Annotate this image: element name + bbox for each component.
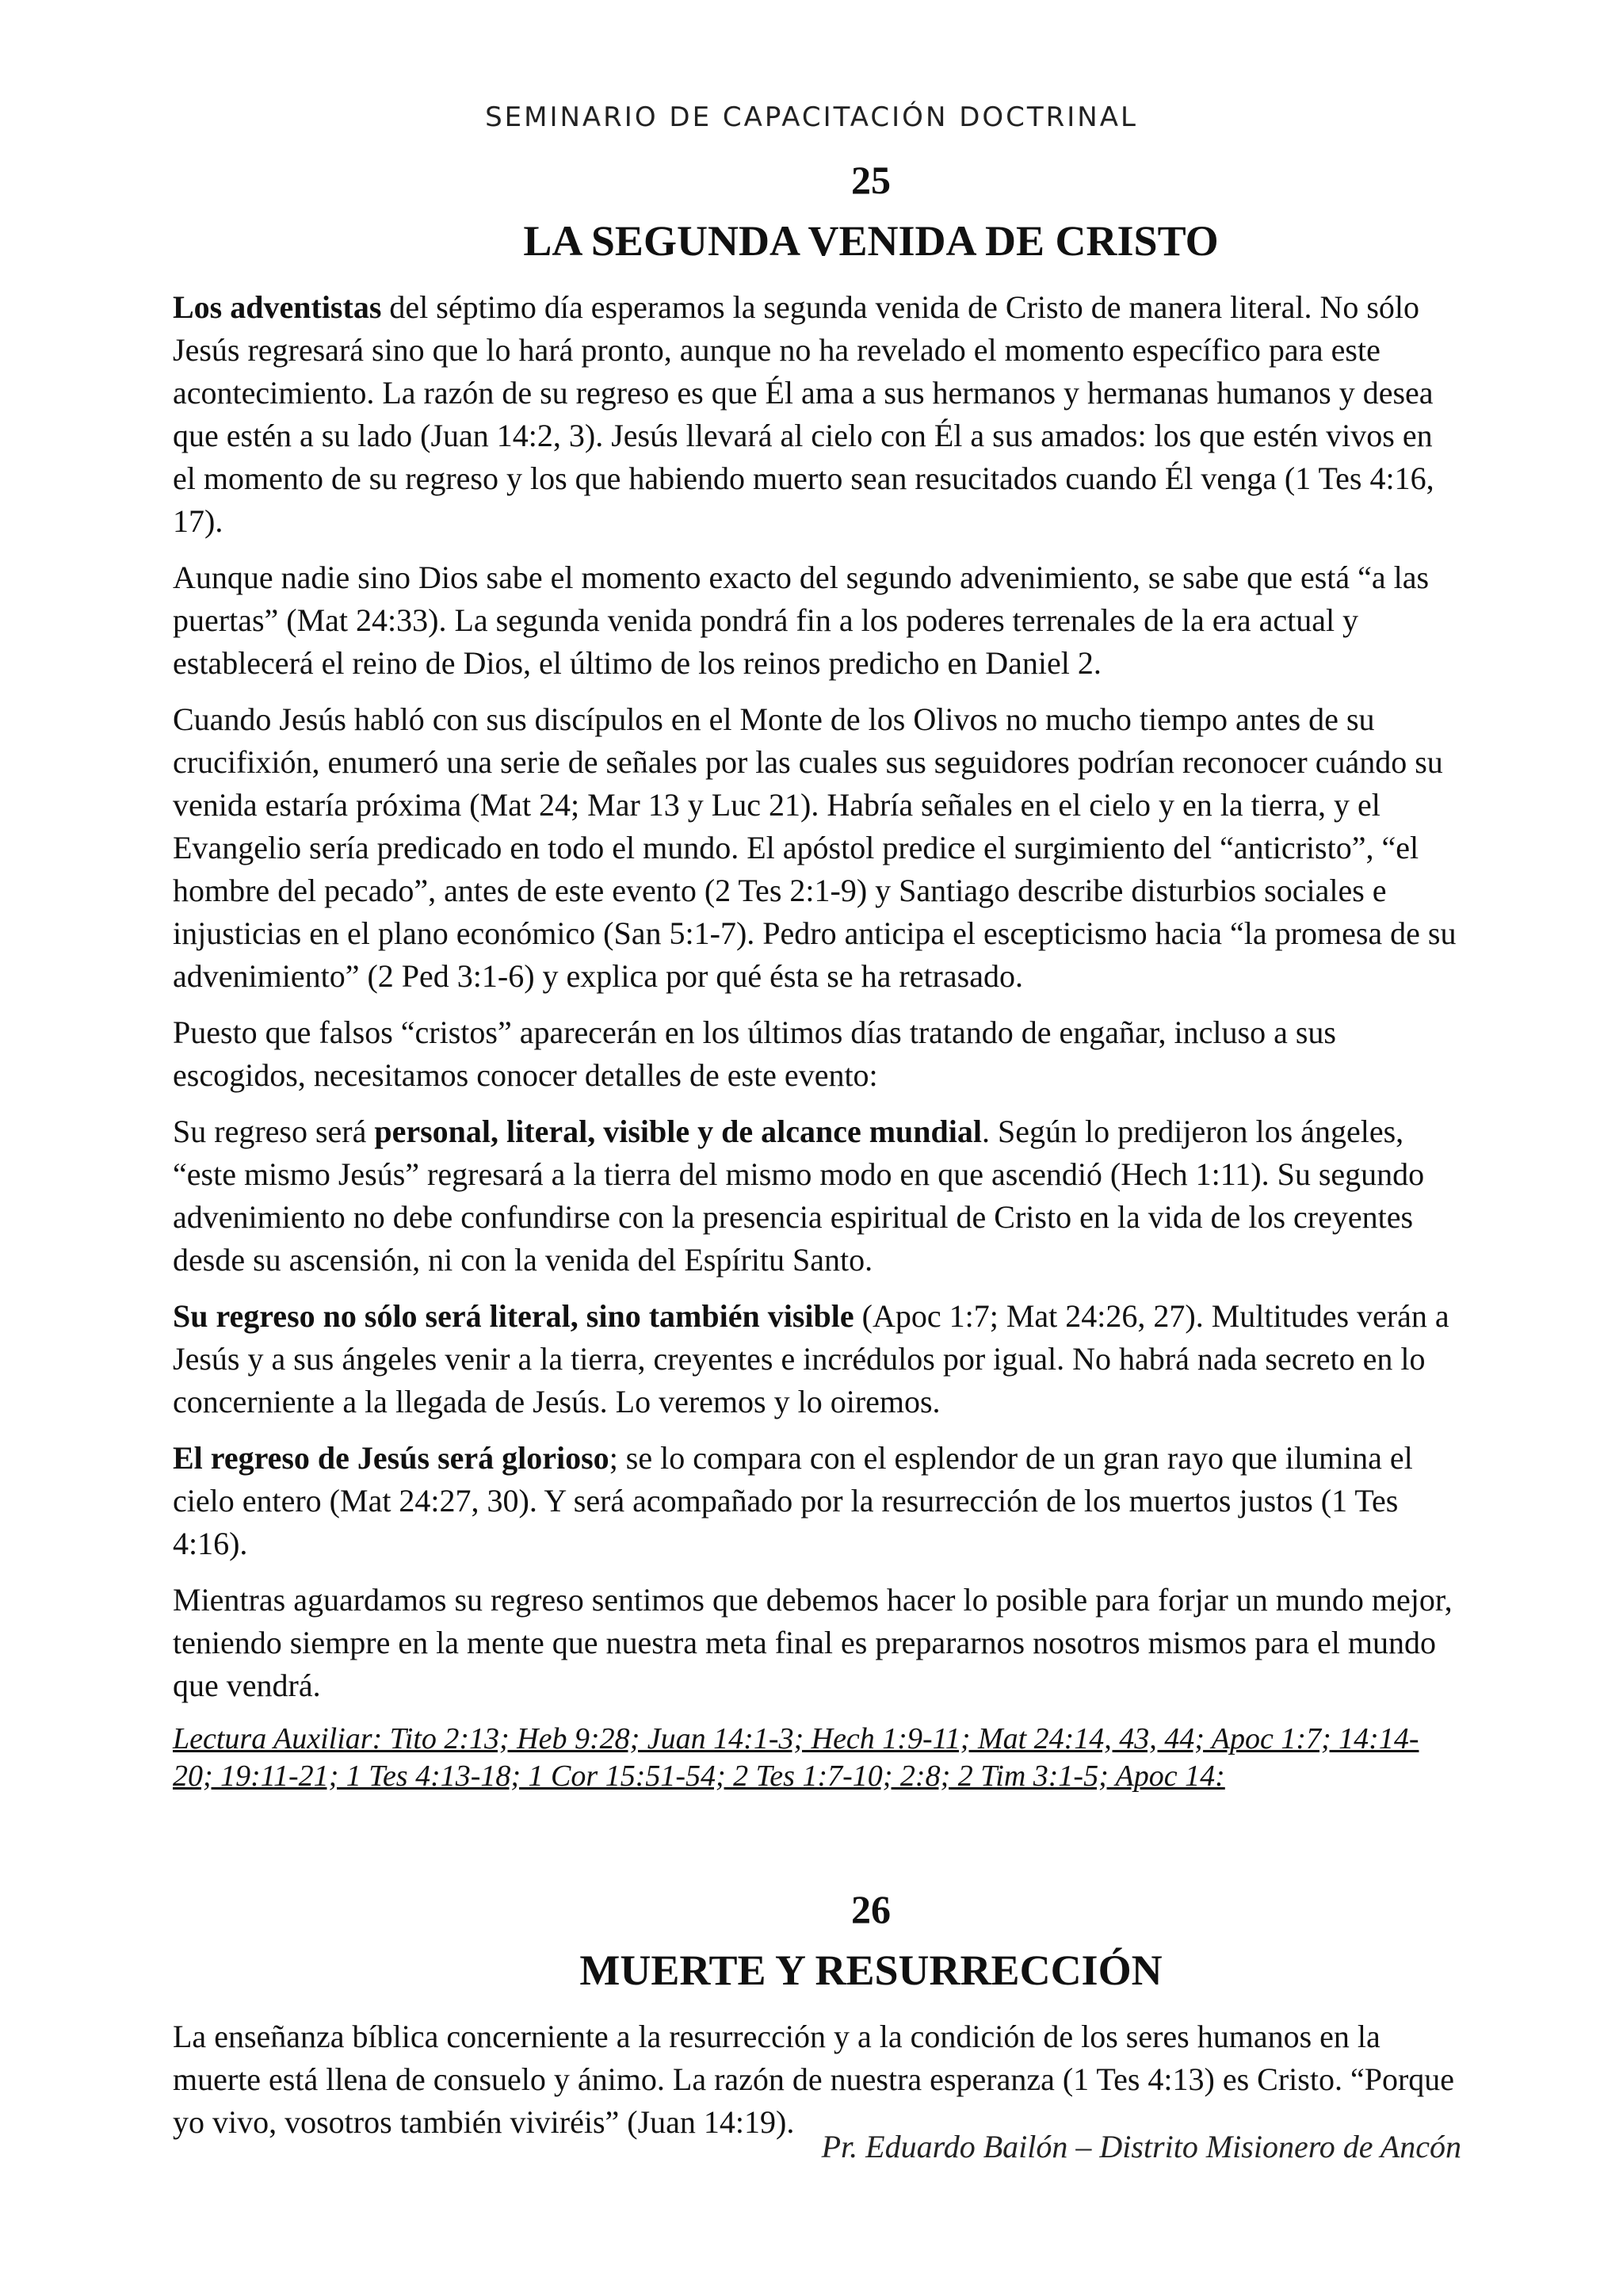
- bold-lead: Su regreso no sólo será literal, sino también visible: [173, 1298, 854, 1334]
- paragraph: [173, 1295, 1458, 1423]
- section-26: [173, 1884, 1458, 2144]
- paragraph: La enseñanza bíblica concerniente a la resurrección y a la condición de los seres humanos en la muerte está llena de consuelo y ánimo. La razón de nuestra esperanza (1 Tes 4:13) es Cristo. “Porque yo vivo, vosotros también viviréis” (Juan 14:19).: [173, 2019, 1455, 2140]
- paragraph: [173, 1437, 1458, 1565]
- bold-lead: El regreso de Jesús será glorioso: [173, 1440, 609, 1476]
- chapter-number: 26: [851, 1887, 891, 1931]
- paragraph: Cuando Jesús habló con sus discípulos en el Monte de los Olivos no mucho tiempo antes de su crucifixión, enumeró una serie de señales por las cuales sus seguidores podrían reconocer cuándo su venida estaría próxima (Mat 24; Mar 13 y Luc 21). Habría señales en el cielo y en la tierra, y el Evangelio sería predicado en todo el mundo. El apóstol predice el surgimiento del “anticristo”, “el hombre del pecado”, antes de este evento (2 Tes 2:1-9) y Santiago describe disturbios sociales e injusticias en el plano económico (San 5:1-7). Pedro anticipa el escepticismo hacia “la promesa de su advenimiento” (2 Ped 3:1-6) y explica por qué ésta se ha retrasado.: [173, 701, 1457, 994]
- paragraph: [173, 286, 1458, 543]
- paragraph-text: Su regreso será: [173, 1114, 375, 1149]
- paragraph-text: ; se lo compara con el esplendor de un gran rayo que ilumina el cielo entero (Mat 24:27, 30). Y será acompañado por la resurrección de los muertos justos (1 Tes 4:16).: [173, 1440, 1413, 1561]
- paragraph: [173, 1110, 1458, 1282]
- paragraph: Mientras aguardamos su regreso sentimos que debemos hacer lo posible para forjar un mundo mejor, teniendo siempre en la mente que nuestra meta final es prepararnos nosotros mismos para el mundo que vendrá.: [173, 1582, 1453, 1703]
- paragraph-text: . Según lo predijeron los ángeles, “este mismo Jesús” regresará a la tierra del mismo modo en que ascendió (Hech 1:11). Su segundo advenimiento no debe confundirse con la presencia espiritual de Cristo en la vida de los creyentes desde su ascensión, ni con la venida del Espíritu Santo.: [173, 1114, 1425, 1278]
- section-25: [173, 155, 1458, 1795]
- chapter-number: 25: [851, 158, 891, 202]
- paragraph: Puesto que falsos “cristos” aparecerán en los últimos días tratando de engañar, incluso a sus escogidos, necesitamos conocer detalles de este evento:: [173, 1014, 1336, 1093]
- auxiliary-reading: Lectura Auxiliar: Tito 2:13; Heb 9:28; Juan 14:1-3; Hech 1:9-11; Mat 24:14, 43, 44; Apoc 1:7; 14:14-20; 19:11-21; 1 Tes 4:13-18; 1 Cor 15:51-54; 2 Tes 1:7-10; 2:8; 2 Tim 3:1-5; Apoc 14:: [173, 1722, 1419, 1793]
- chapter-title: LA SEGUNDA VENIDA DE CRISTO: [523, 217, 1219, 265]
- bold-lead: Los adventistas: [173, 289, 382, 325]
- page-content: [173, 155, 1458, 2157]
- running-header: SEMINARIO DE CAPACITACIÓN DOCTRINAL: [485, 101, 1138, 133]
- page-footer: Pr. Eduardo Bailón – Distrito Misionero de Ancón: [821, 2129, 1461, 2164]
- paragraph: Aunque nadie sino Dios sabe el momento exacto del segundo advenimiento, se sabe que está “a las puertas” (Mat 24:33). La segunda venida pondrá fin a los poderes terrenales de la era actual y establecerá el reino de Dios, el último de los reinos predicho en Daniel 2.: [173, 560, 1430, 681]
- paragraph-text: del séptimo día esperamos la segunda venida de Cristo de manera literal. No sólo Jesús regresará sino que lo hará pronto, aunque no ha revelado el momento específico para este acontecimiento. La razón de su regreso es que Él ama a sus hermanos y hermanas humanos y desea que estén a su lado (Juan 14:2, 3). Jesús llevará al cielo con Él a sus amados: los que estén vivos en el momento de su regreso y los que habiendo muerto sean resucitados cuando Él venga (1 Tes 4:16, 17).: [173, 289, 1434, 539]
- bold-phrase: personal, literal, visible y de alcance mundial: [374, 1114, 983, 1149]
- paragraph-text: (Apoc 1:7; Mat 24:26, 27). Multitudes verán a Jesús y a sus ángeles venir a la tierra, creyentes e incrédulos por igual. No habrá nada secreto en lo concerniente a la llegada de Jesús. Lo veremos y lo oiremos.: [173, 1298, 1449, 1419]
- chapter-title: MUERTE Y RESURRECCIÓN: [579, 1946, 1163, 1994]
